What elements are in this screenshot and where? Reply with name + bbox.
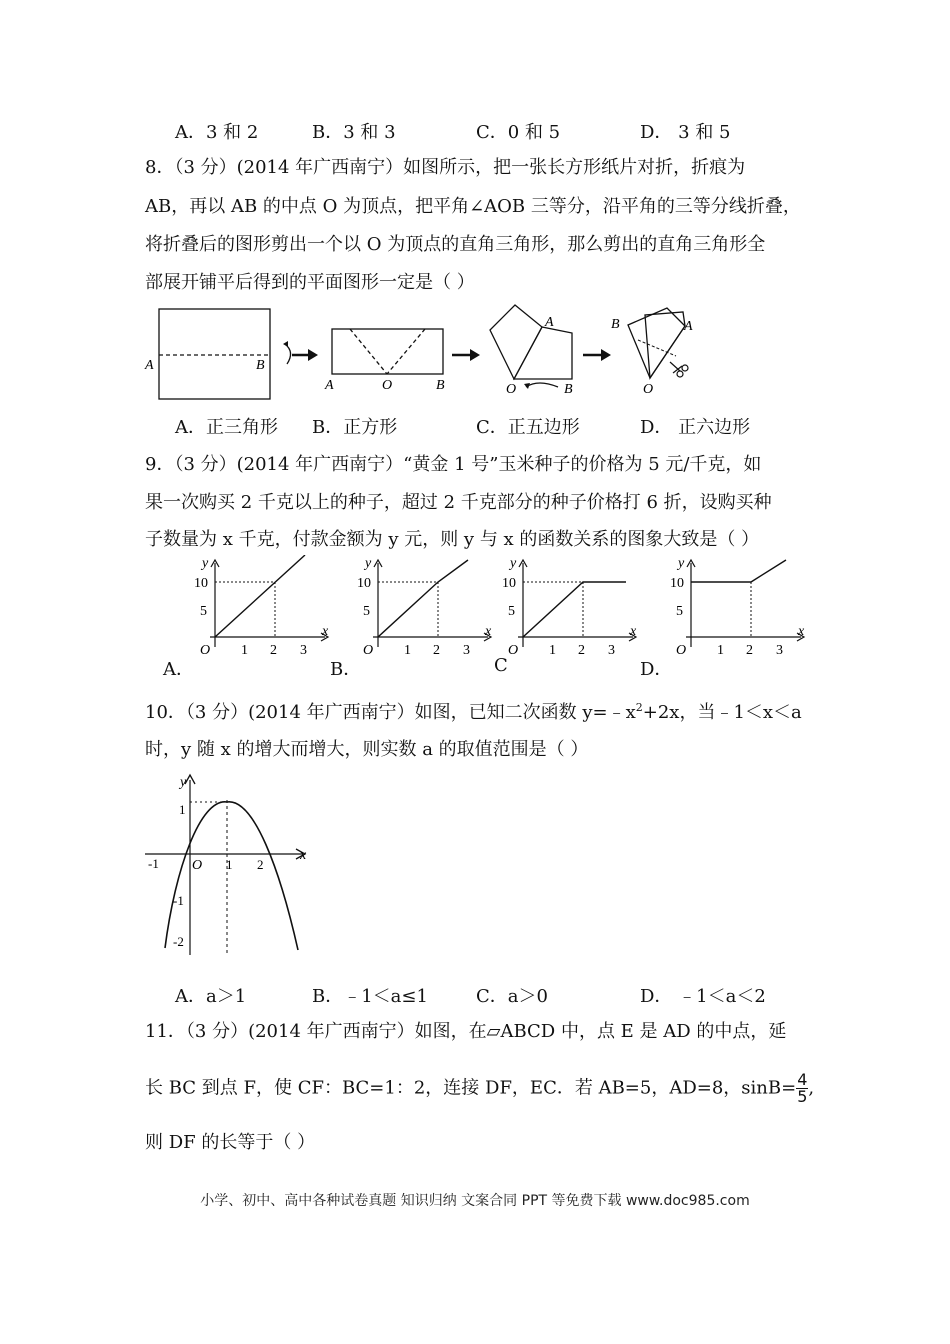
q9-line-2: 果一次购买 2 千克以上的种子，超过 2 千克部分的种子价格打 6 折，设购买种 — [145, 492, 772, 513]
svg-text:O: O — [676, 643, 687, 658]
svg-text:y: y — [365, 556, 372, 571]
q8-folding-figure — [140, 300, 710, 405]
svg-text:-1: -1 — [173, 893, 184, 908]
q7-option-d: D． 3 和 5 — [640, 122, 731, 143]
svg-text:O: O — [508, 643, 519, 658]
svg-text:O: O — [363, 643, 374, 658]
q9-graph-d — [670, 556, 805, 658]
svg-text:1: 1 — [226, 857, 233, 872]
q8-label-b2: B — [436, 378, 445, 393]
svg-text:1: 1 — [179, 802, 186, 817]
q9-graph-c — [502, 556, 637, 658]
q8-label-a2: A — [325, 378, 334, 393]
q8-option-d: D． 正六边形 — [640, 417, 751, 438]
svg-text:10: 10 — [670, 576, 684, 591]
q7-option-c: C．0 和 5 — [476, 122, 561, 143]
q9-graph-a — [194, 555, 329, 658]
svg-text:2: 2 — [578, 643, 585, 658]
svg-text:1: 1 — [404, 643, 411, 658]
svg-text:3: 3 — [608, 643, 615, 658]
svg-text:O: O — [200, 643, 211, 658]
q7-option-b: B．3 和 3 — [312, 122, 396, 143]
q8-line-4: 部展开铺平后得到的平面图形一定是（ ） — [145, 272, 475, 293]
q8-label-b4: B — [611, 317, 620, 332]
svg-text:5: 5 — [363, 604, 370, 619]
q9-option-d: D． — [640, 659, 673, 680]
q10-option-b: B．﹣1＜a≤1 — [312, 986, 428, 1007]
svg-text:x: x — [798, 624, 805, 639]
q10-option-a: A．a＞1 — [175, 986, 247, 1007]
svg-text:5: 5 — [200, 604, 207, 619]
q8-label-o2: O — [382, 378, 393, 393]
q11-line-3: 则 DF 的长等于（ ） — [145, 1132, 316, 1153]
svg-text:x: x — [300, 848, 307, 863]
q7-option-a: A．3 和 2 — [175, 122, 259, 143]
svg-text:1: 1 — [549, 643, 556, 658]
q10-parabola-graph — [140, 770, 320, 960]
svg-text:y: y — [678, 556, 685, 571]
q8-label-a4: A — [684, 319, 693, 334]
q10-option-c: C．a＞0 — [476, 986, 548, 1007]
svg-text:2: 2 — [433, 643, 440, 658]
q8-label-a1: A — [145, 358, 154, 373]
svg-text:2: 2 — [746, 643, 753, 658]
svg-text:10: 10 — [194, 576, 208, 591]
q9-graph-b — [357, 556, 492, 658]
q9-line-3: 子数量为 x 千克，付款金额为 y 元，则 y 与 x 的函数关系的图象大致是（ ） — [145, 529, 760, 550]
svg-text:2: 2 — [270, 643, 277, 658]
svg-text:5: 5 — [676, 604, 683, 619]
svg-text:y: y — [202, 556, 209, 571]
svg-text:-2: -2 — [173, 934, 184, 949]
svg-text:x: x — [485, 624, 492, 639]
q8-label-b1: B — [256, 358, 265, 373]
svg-text:x: x — [630, 624, 637, 639]
svg-text:3: 3 — [300, 643, 307, 658]
svg-text:5: 5 — [508, 604, 515, 619]
q10-option-d: D． ﹣1＜a＜2 — [640, 986, 766, 1007]
sinb-fraction: $\frac{4}{5}$ — [797, 1070, 808, 1106]
svg-text:1: 1 — [241, 643, 248, 658]
q8-line-3: 将折叠后的图形剪出一个以 O 为顶点的直角三角形，那么剪出的直角三角形全 — [145, 234, 766, 255]
svg-text:10: 10 — [357, 576, 371, 591]
svg-text:y: y — [180, 775, 187, 790]
q9-option-a: A． — [163, 659, 194, 680]
q11-line-2: 长 BC 到点 F，使 CF：BC=1：2，连接 DF，EC．若 AB=5，AD=8，sinB= $\frac{4}{5}$ , — [145, 1070, 815, 1106]
q8-option-a: A．正三角形 — [175, 417, 278, 438]
q9-line-1: 9．（3 分）(2014 年广西南宁）“黄金 1 号”玉米种子的价格为 5 元/千克，如 — [145, 454, 762, 475]
q9-option-b: B． — [330, 659, 362, 680]
svg-text:1: 1 — [717, 643, 724, 658]
q9-option-c: C — [494, 655, 508, 676]
q10-line-2: 时，y 随 x 的增大而增大，则实数 a 的取值范围是（ ） — [145, 739, 589, 760]
q8-line-1: 8．（3 分）(2014 年广西南宁）如图所示，把一张长方形纸片对折，折痕为 — [145, 157, 746, 178]
q8-label-o3: O — [506, 382, 517, 397]
svg-text:10: 10 — [502, 576, 516, 591]
svg-text:3: 3 — [776, 643, 783, 658]
svg-text:O: O — [192, 858, 203, 873]
svg-text:-1: -1 — [148, 856, 159, 871]
q8-option-c: C．正五边形 — [476, 417, 580, 438]
svg-text:2: 2 — [257, 857, 264, 872]
svg-text:3: 3 — [463, 643, 470, 658]
svg-text:x: x — [322, 624, 329, 639]
q8-option-b: B．正方形 — [312, 417, 398, 438]
page-footer: 小学、初中、高中各种试卷真题 知识归纳 文案合同 PPT 等免费下载 www.doc985.com — [200, 1193, 750, 1209]
q8-label-a3: A — [545, 315, 554, 330]
q8-line-2: AB，再以 AB 的中点 O 为顶点，把平角∠AOB 三等分，沿平角的三等分线折叠， — [145, 196, 801, 217]
q10-line-1: 10．（3 分）(2014 年广西南宁）如图，已知二次函数 $y=﹣x^2+2x$，当﹣1＜x＜a — [145, 701, 802, 723]
q8-label-o4: O — [643, 382, 654, 397]
q11-line-1: 11．（3 分）(2014 年广西南宁）如图，在▱ABCD 中，点 E 是 AD 的中点，延 — [145, 1021, 787, 1042]
scissors-icon — [670, 362, 688, 377]
q8-label-b3: B — [564, 382, 573, 397]
svg-text:y: y — [510, 556, 517, 571]
